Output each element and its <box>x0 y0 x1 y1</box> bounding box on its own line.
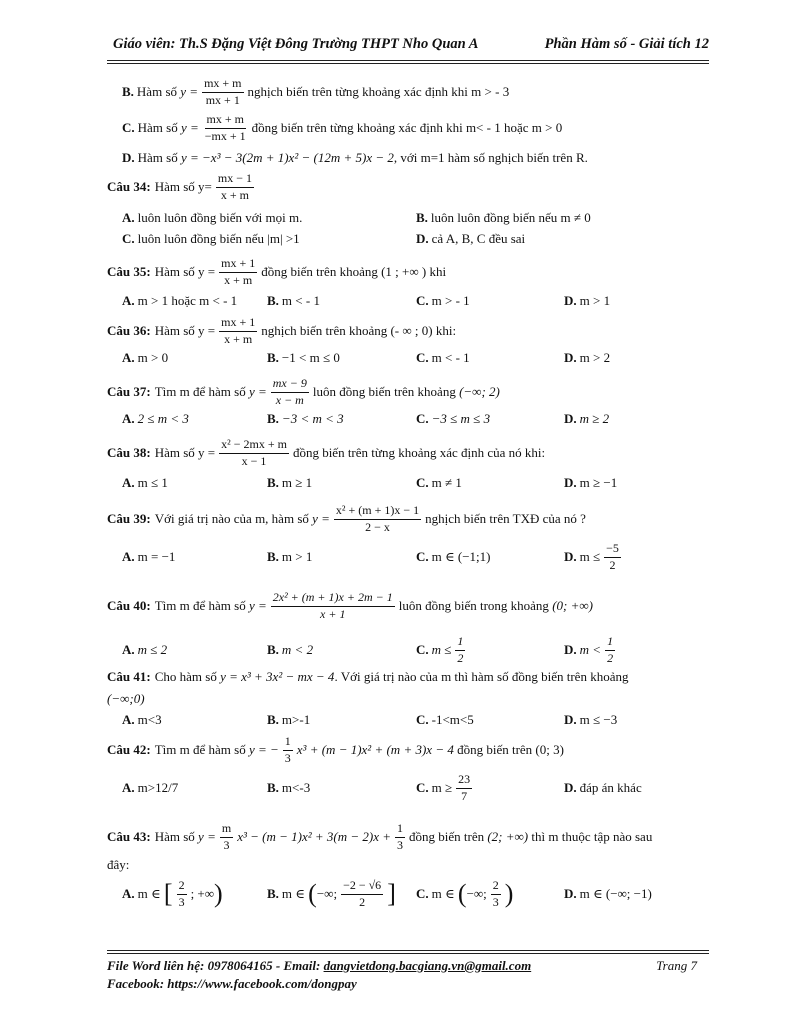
fraction: $\frac{mx - 1}{x + m}$ <box>217 170 252 202</box>
fraction: $\frac{mx + 1}{x + m}$ <box>221 314 256 346</box>
question-43-cont: đây: <box>107 857 130 872</box>
fraction: $\frac{\text{2x² + (m + 1)x + 2m − 1}}{x + 1}$ <box>272 589 393 621</box>
options-34-cd: C. luôn luôn đồng biến nếu |m| >1 D. cả A, B, C đều sai <box>122 231 526 246</box>
question-37: Câu 37: Tìm m để hàm số y = $\frac{mx - 9}{x - m}$ luôn đồng biến trên khoảng (−∞; 2) <box>107 375 500 407</box>
page-number: Trang 7 <box>656 958 697 973</box>
question-34: Câu 34: Hàm số y= $\frac{mx - 1}{x + m}$ <box>107 170 252 202</box>
question-42: Câu 42: Tìm m để hàm số y = − $\frac{1}{3}$ x³ + (m − 1)x² + (m + 3)x − 4 đồng biến trên (0; 3) <box>107 733 564 765</box>
header-rule-2 <box>107 63 709 64</box>
footer-rule <box>107 950 709 951</box>
fraction: $\frac{mx + 1}{x + m}$ <box>221 255 256 287</box>
page-header <box>113 36 709 58</box>
footer-contact: File Word liên hệ: 0978064165 - Email: dangvietdong.bacgiang.vn@gmail.com Trang 7 <box>107 958 697 973</box>
fraction: $\frac{\text{x² + (m + 1)x − 1}}{2 - x}$ <box>335 502 420 534</box>
options-35: A. m > 1 hoặc m < - 1 B. m < - 1 C. m > - 1 D. m > 1 <box>122 293 611 308</box>
options-36: A. m > 0 B. −1 < m ≤ 0 C. m < - 1 D. m > 2 <box>122 350 611 365</box>
options-40: A. m ≤ 2 B. m < 2 C. m ≤ $\frac{1}{2}$ D. m < $\frac{1}{2}$ <box>122 633 614 665</box>
fraction: $\frac{1}{3}$ <box>284 733 291 765</box>
options-39: A. m = −1 B. m > 1 C. m ∈ (−1;1) D. m ≤ $\frac{-5}{2}$ <box>122 540 619 572</box>
header-section: Phần Hàm số - Giải tích 12 <box>544 36 709 52</box>
question-43: Câu 43: Hàm số y = $\frac{m}{3}$ x³ − (m − 1)x² + 3(m − 2)x + $\frac{1}{3}$ đồng biến trên (2; +∞) thì m thuộc tập nào sau <box>107 820 653 852</box>
options-41: A. m<3 B. m>-1 C. -1<m<5 D. m ≤ −3 <box>122 712 618 727</box>
fraction: $\frac{m}{3}$ <box>221 820 232 852</box>
options-37: A. 2 ≤ m < 3 B. −3 < m < 3 C. −3 ≤ m ≤ 3 D. m ≥ 2 <box>122 411 610 426</box>
options-43: A. m ∈ [ $\frac{2}{3}$ ; +∞ ) B. m ∈ ( −∞; $\frac{-2 - √6}{2}$ ] C. m ∈ ( −∞; $\frac{2}{3}$ ) D. m ∈ (−∞; −1) <box>122 877 652 909</box>
footer-email-link[interactable]: dangvietdong.bacgiang.vn@gmail.com <box>323 958 532 973</box>
options-34-ab: A. luôn luôn đồng biến với mọi m. B. luôn luôn đồng biến nếu m ≠ 0 <box>122 210 591 225</box>
fraction: $\frac{\text{x² − 2mx + m}}{x - 1}$ <box>221 436 287 468</box>
question-35: Câu 35: Hàm số y = $\frac{mx + 1}{x + m}$ đồng biến trên khoảng (1 ; +∞ ) khi <box>107 255 447 287</box>
question-41: Câu 41: Cho hàm số y = x³ + 3x² − mx − 4 . Với giá trị nào của m thì hàm số đồng biến trên khoảng <box>107 669 629 684</box>
question-40: Câu 40: Tìm m để hàm số y = $\frac{\text{2x² + (m + 1)x + 2m − 1}}{x + 1}$ luôn đồng biến trong khoảng (0; +∞) <box>107 589 593 621</box>
footer-rule-2 <box>107 953 709 954</box>
options-42: A. m>12/7 B. m<-3 C. m ≥ $\frac{23}{7}$ D. đáp án khác <box>122 771 642 803</box>
footer-facebook[interactable]: Facebook: https://www.facebook.com/dongpay <box>107 976 357 991</box>
fraction: $\frac{mx - 9}{x - m}$ <box>272 375 307 407</box>
header-author: Giáo viên: Th.S Đặng Việt Đông Trường THPT Nho Quan A <box>113 36 479 52</box>
question-41-cont: (−∞;0) <box>107 691 145 706</box>
option-line-b33: B. Hàm số y = $\frac{mx + m}{mx + 1}$ nghịch biến trên từng khoảng xác định khi m > - 3 <box>122 75 510 107</box>
question-36: Câu 36: Hàm số y = $\frac{mx + 1}{x + m}$ nghịch biến trên khoảng (- ∞ ; 0) khi: <box>107 314 457 346</box>
fraction: $\frac{1}{3}$ <box>397 820 403 852</box>
option-line-c33: C. Hàm số y = $\frac{mx + m}{-mx + 1}$ đồng biến trên từng khoảng xác định khi m< - 1 hoặc m > 0 <box>122 111 563 143</box>
options-38: A. m ≤ 1 B. m ≥ 1 C. m ≠ 1 D. m ≥ −1 <box>122 475 618 490</box>
question-38: Câu 38: Hàm số y = $\frac{\text{x² − 2mx + m}}{x - 1}$ đồng biến trên từng khoảng xác định của nó khi: <box>107 436 546 468</box>
question-39: Câu 39: Với giá trị nào của m, hàm số y = $\frac{\text{x² + (m + 1)x − 1}}{2 - x}$ nghịch biến trên TXĐ của nó ? <box>107 502 586 534</box>
fraction: $\frac{mx + m}{-mx + 1}$ <box>204 111 246 143</box>
option-line-d33: D. Hàm số y = −x³ − 3(2m + 1)x² − (12m + 5)x − 2 , với m=1 hàm số nghịch biến trên R. <box>122 150 588 165</box>
header-rule <box>107 60 709 61</box>
fraction: $\frac{mx + m}{mx + 1}$ <box>204 75 242 107</box>
